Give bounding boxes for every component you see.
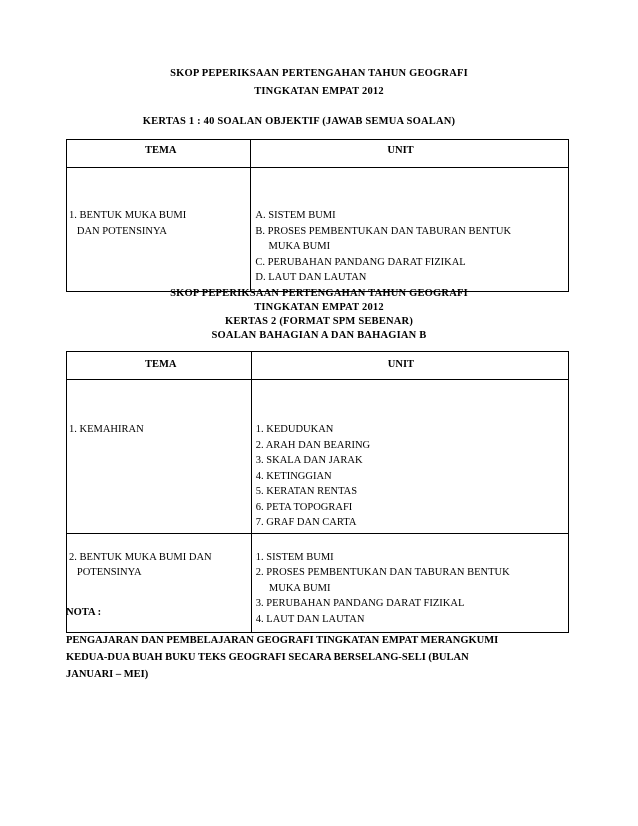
table-header-tema: TEMA [67,140,251,168]
unit-cell [251,380,568,534]
unit-line: A. SISTEM BUMI [255,210,336,221]
tema-line: POTENSINYA [69,567,142,578]
tema-line: DAN POTENSINYA [69,225,168,237]
table-row [67,168,569,292]
unit-line: 1. KEDUDUKAN [255,424,334,435]
unit-line: D. LAUT DAN LAUTAN [255,272,367,283]
unit-line: 7. GRAF DAN CARTA [255,517,357,528]
tema-line: 1. BENTUK MUKA BUMI [69,210,187,221]
unit-line: 2. ARAH DAN BEARING [255,439,371,451]
tema-cell [67,380,252,534]
unit-line: B. PROSES PEMBENTUKAN DAN TABURAN BENTUK [255,225,512,237]
tema-cell [67,168,251,292]
table-header-tema: TEMA [67,352,252,380]
note-line-2: KEDUA-DUA BUAH BUKU TEKS GEOGRAFI SECARA BERSELANG-SELI (BULAN [66,652,469,663]
table-kertas-2 [66,351,569,633]
heading-1-line-3: KERTAS 1 : 40 SOALAN OBJEKTIF (JAWAB SEMUA SOALAN) [142,116,456,127]
heading-2-line-3: KERTAS 2 (FORMAT SPM SEBENAR) [224,316,414,327]
heading-1-line-2: TINGKATAN EMPAT 2012 [254,86,384,97]
heading-2-line-1: SKOP PEPERIKSAAN PERTENGAHAN TAHUN GEOGRAFI [170,288,468,299]
unit-line: 3. SKALA DAN JARAK [255,455,363,466]
unit-line: 3. PERUBAHAN PANDANG DARAT FIZIKAL [255,598,465,609]
unit-line: 4. LAUT DAN LAUTAN [255,613,365,625]
unit-line: C. PERUBAHAN PANDANG DARAT FIZIKAL [255,256,466,268]
heading-1-line-1: SKOP PEPERIKSAAN PERTENGAHAN TAHUN GEOGRAFI [170,68,468,79]
heading-2-line-4: SOALAN BAHAGIAN A DAN BAHAGIAN B [211,330,427,341]
unit-line: MUKA BUMI [255,241,331,252]
unit-line: 4. KETINGGIAN [255,470,332,482]
unit-line: MUKA BUMI [255,582,331,594]
unit-line: 1. SISTEM BUMI [255,551,334,563]
table-header-unit: UNIT [251,352,568,380]
unit-line: 5. KERATAN RENTAS [255,486,358,497]
tema-line: 2. BENTUK MUKA BUMI DAN [69,551,212,563]
note-label: NOTA : [66,607,102,618]
table-kertas-1 [66,139,569,292]
unit-line: 2. PROSES PEMBENTUKAN DAN TABURAN BENTUK [255,567,510,578]
unit-line: 6. PETA TOPOGRAFI [255,501,353,513]
table-row [67,380,569,534]
note-line-1: PENGAJARAN DAN PEMBELAJARAN GEOGRAFI TINGKATAN EMPAT MERANGKUMI [66,635,499,646]
unit-cell [251,168,569,292]
heading-2-line-2: TINGKATAN EMPAT 2012 [254,302,384,313]
table-header-unit: UNIT [251,140,569,168]
note-line-3: JANUARI – MEI) [66,669,149,680]
tema-line: 1. KEMAHIRAN [69,424,144,435]
